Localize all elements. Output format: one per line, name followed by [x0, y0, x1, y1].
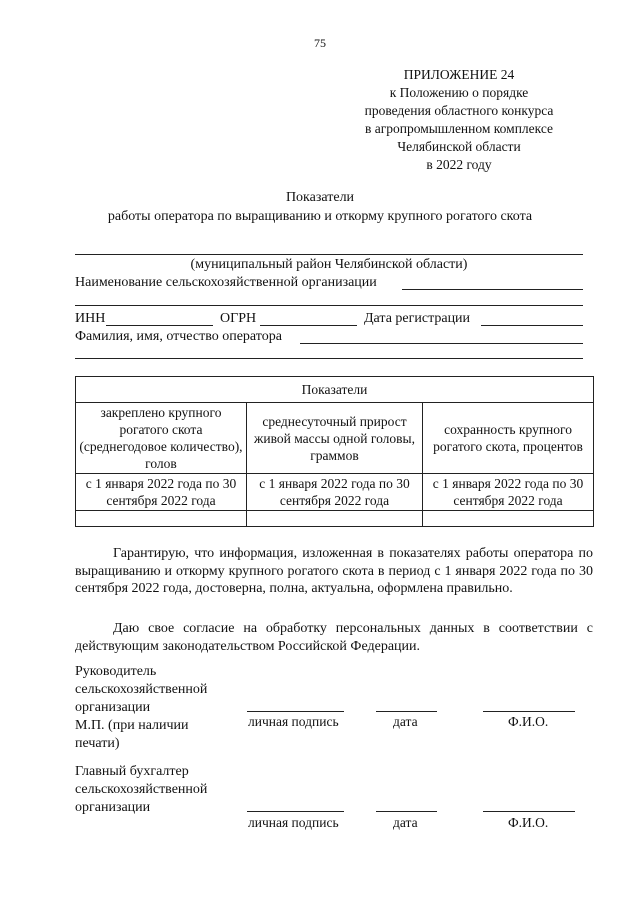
appendix-line: к Положению о порядке — [389, 85, 529, 100]
document-title — [40, 188, 600, 226]
date-caption: дата — [393, 714, 418, 729]
head-signatory-label — [75, 663, 207, 753]
appendix-line: в 2022 году — [426, 157, 492, 172]
column-header-livestock: закреплено крупного рогатого скота (среднегодовое количество), голов — [76, 403, 247, 474]
appendix-title: ПРИЛОЖЕНИЕ 24 — [403, 67, 515, 82]
title-line: Показатели — [285, 190, 355, 205]
operator-name-field[interactable] — [300, 343, 583, 344]
name-caption: Ф.И.О. — [508, 714, 549, 729]
column-header-survival: сохранность крупного рогатого скота, процентов — [423, 403, 594, 474]
operator-name-label: Фамилия, имя, отчество оператора — [75, 329, 282, 344]
reg-date-label: Дата регистрации — [364, 311, 471, 326]
district-caption: (муниципальный район Челябинской области) — [190, 257, 468, 272]
input-cell-weight-gain[interactable] — [246, 511, 422, 527]
ogrn-field[interactable] — [260, 325, 357, 326]
signature-caption: личная подпись — [248, 815, 339, 830]
signatory-line: М.П. (при наличии — [75, 718, 189, 733]
date-caption: дата — [393, 815, 418, 830]
signatory-line: Руководитель — [75, 664, 157, 679]
signatory-line: печати) — [75, 736, 120, 751]
name-caption: Ф.И.О. — [508, 815, 549, 830]
appendix-header — [330, 66, 588, 174]
table-row — [76, 511, 594, 527]
accountant-signatory-label — [75, 763, 207, 817]
indicators-table — [75, 376, 594, 527]
signatory-line: Главный бухгалтер — [75, 764, 189, 779]
org-name-field-continuation[interactable] — [75, 305, 583, 306]
period-cell: с 1 января 2022 года по 30 сентября 2022 года — [423, 474, 594, 511]
inn-field[interactable] — [106, 325, 213, 326]
head-name-field[interactable] — [483, 711, 575, 712]
period-cell: с 1 января 2022 года по 30 сентября 2022 года — [76, 474, 247, 511]
input-cell-livestock[interactable] — [76, 511, 247, 527]
accountant-signature-field[interactable] — [247, 811, 344, 812]
operator-name-field-continuation[interactable] — [75, 358, 583, 359]
signatory-line: сельскохозяйственной — [75, 682, 208, 697]
head-date-field[interactable] — [376, 711, 437, 712]
table-header: Показатели — [76, 377, 594, 403]
column-header-weight-gain: среднесуточный прирост живой массы одной головы, граммов — [246, 403, 422, 474]
appendix-line: проведения областного конкурса — [364, 103, 554, 118]
appendix-line: в агропромышленном комплексе — [364, 121, 554, 136]
signatory-line: сельскохозяйственной — [75, 782, 208, 797]
appendix-line: Челябинской области — [397, 139, 521, 154]
org-name-label: Наименование сельскохозяйственной организации — [75, 275, 377, 290]
title-subtitle: работы оператора по выращиванию и откорму крупного рогатого скота — [107, 209, 533, 224]
reg-date-field[interactable] — [481, 325, 583, 326]
district-field-line[interactable] — [75, 254, 583, 255]
signature-caption: личная подпись — [248, 714, 339, 729]
ogrn-label: ОГРН — [220, 311, 257, 326]
period-cell: с 1 января 2022 года по 30 сентября 2022 года — [246, 474, 422, 511]
guarantee-paragraph: Гарантирую, что информация, изложенная в показателях работы оператора по выращиванию и откорму крупного рогатого скота в период с 1 января 2022 года по 30 сентября 2022 года, достоверна, полна, актуальна, оформлена правильно. — [75, 546, 593, 596]
head-signature-field[interactable] — [247, 711, 344, 712]
signatory-line: организации — [75, 800, 151, 815]
inn-label: ИНН — [75, 311, 106, 326]
input-cell-survival[interactable] — [423, 511, 594, 527]
accountant-date-field[interactable] — [376, 811, 437, 812]
org-name-field[interactable] — [402, 289, 583, 290]
consent-paragraph: Даю свое согласие на обработку персональных данных в соответствии с действующим законодательством Российской Федерации. — [75, 621, 593, 654]
accountant-name-field[interactable] — [483, 811, 575, 812]
signatory-line: организации — [75, 700, 151, 715]
page-number: 75 — [314, 36, 326, 50]
